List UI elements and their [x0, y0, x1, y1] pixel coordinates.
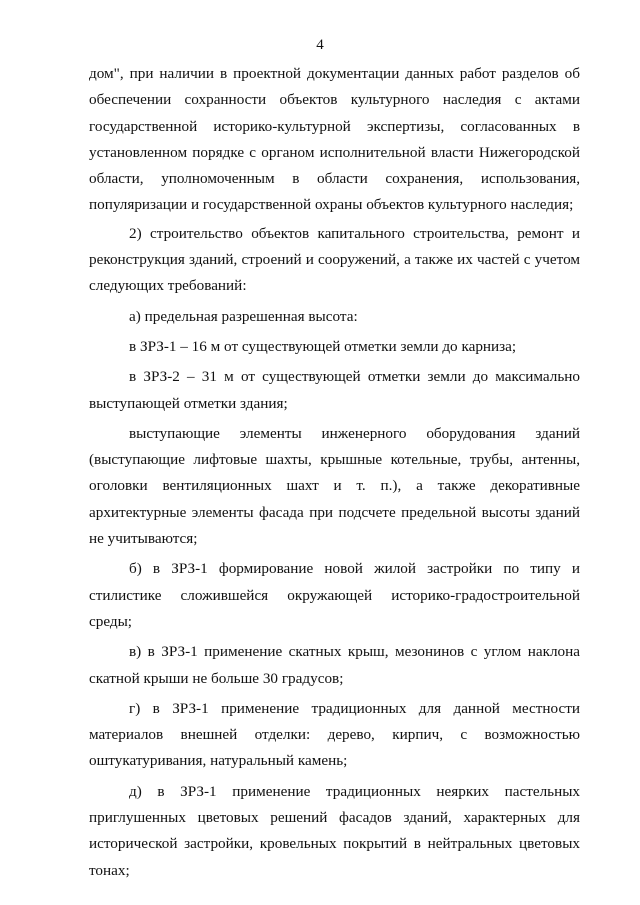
paragraph-zrz2-height: в ЗРЗ-2 – 31 м от существующей отметки земли до максимально выступающей отметки здания; [89, 368, 580, 412]
paragraph-item-2a: а) предельная разрешенная высота: [129, 307, 358, 325]
page-number: 4 [316, 37, 324, 53]
paragraph-engineering-elements: выступающие элементы инженерного оборудования зданий (выступающие лифтовые шахты, крышные котельные, трубы, антенны, оголовки вентиляционных шахт и т. п.), а также декоративные архитектурные элементы фасада при подсчете предельной высоты зданий не учитываются; [89, 424, 580, 548]
paragraph-item-2: 2) строительство объектов капитального строительства, ремонт и реконструкция зданий, строений и сооружений, а также их частей с учетом следующих требований: [89, 224, 580, 295]
paragraph-item-2b: б) в ЗРЗ-1 формирование новой жилой застройки по типу и стилистике сложившейся окружающей историко-градостроительной среды; [89, 560, 580, 630]
document-body [89, 61, 580, 884]
paragraph-item-2g: г) в ЗРЗ-1 применение традиционных для данной местности материалов внешней отделки: дерево, кирпич, с возможностью оштукатуривания, натуральный камень; [89, 699, 580, 770]
paragraph-zrz1-height: в ЗРЗ-1 – 16 м от существующей отметки земли до карниза; [129, 337, 517, 355]
paragraph-item-2d: д) в ЗРЗ-1 применение традиционных неярких пастельных приглушенных цветовых решений фасадов зданий, характерных для исторической застройки, кровельных покрытий в нейтральных цветовых тонах; [89, 782, 580, 879]
paragraph-continuation: дом", при наличии в проектной документации данных работ разделов об обеспечении сохранности объектов культурного наследия с актами государственной историко-культурной экспертизы, согласованных в установленном порядке с органом исполнительной власти Нижегородской области, уполномоченным в области сохранения, использования, популяризации и государственной охраны объектов культурного наследия; [89, 65, 580, 214]
paragraph-item-2v: в) в ЗРЗ-1 применение скатных крыш, мезонинов с углом наклона скатной крыши не больше 30 градусов; [89, 643, 580, 687]
